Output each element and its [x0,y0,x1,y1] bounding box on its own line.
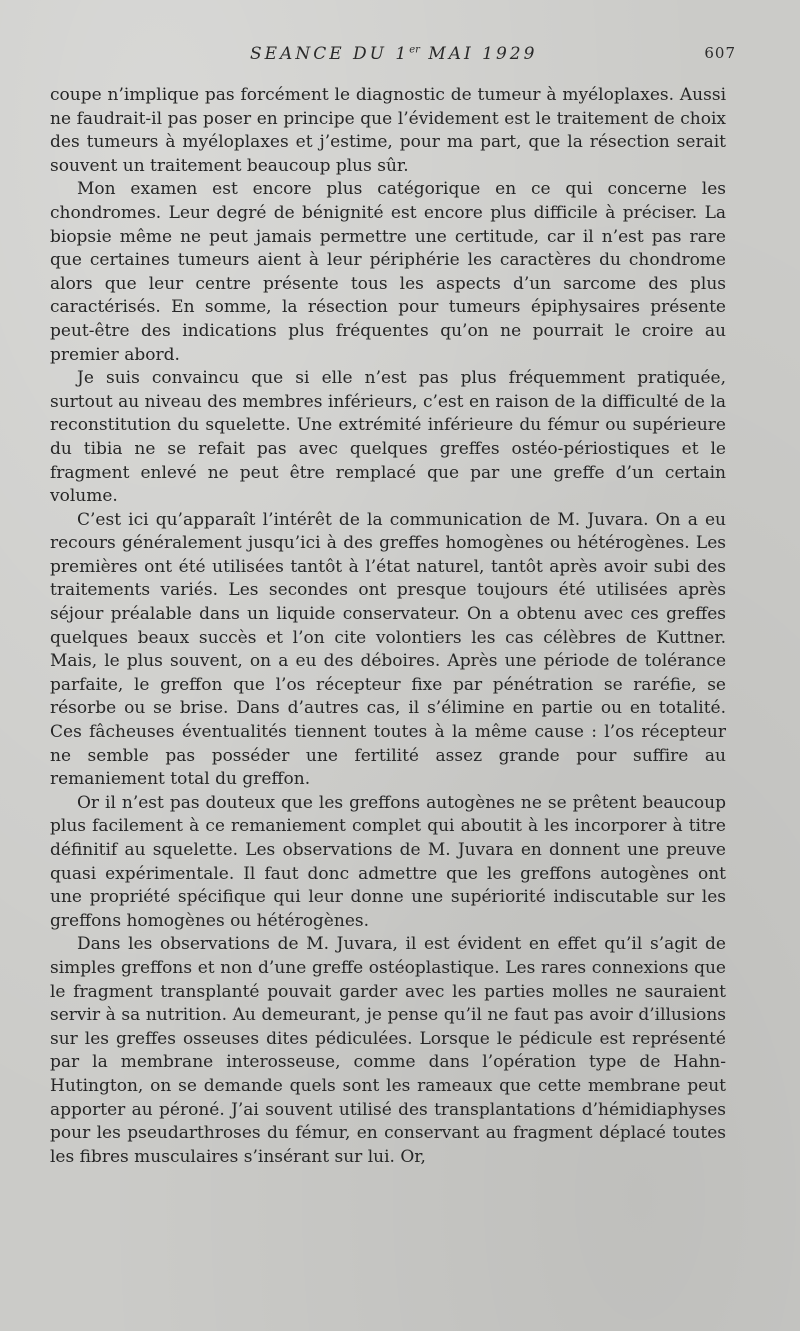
running-header [0,44,800,70]
header-title [250,44,537,64]
body-text [50,84,726,1169]
header-title-date: MAI 1929 [419,44,538,64]
header-title-main: SEANCE DU 1 [250,44,410,64]
paragraph-5: Or il n’est pas douteux que les greffons autogènes ne se prêtent beaucoup plus facilement à ce remaniement complet qui aboutit à les incorporer à titre définitif au squelette. Les observations de M. Juvara en donnent une preuve quasi expérimentale. Il faut donc admettre que les greffons autogènes ont une propriété spécifique qui leur donne une supériorité indiscutable sur les greffons homogènes ou hétérogènes. [50,792,726,931]
paragraph-2: Mon examen est encore plus catégorique en ce qui concerne les chondromes. Leur degré de bénignité est encore plus difficile à préciser. La biopsie même ne peut jamais permettre une certitude, car il n’est pas rare que certaines tumeurs aient à leur périphérie les caractères du chondrome alors que leur centre présente tous les aspects d’un sarcome des plus caractérisés. En somme, la résection pour tumeurs épiphysaires présente peut-être des indications plus fréquentes qu’on ne pourrait le croire au premier abord. [50,179,726,365]
paragraph-6: Dans les observations de M. Juvara, il est évident en effet qu’il s’agit de simples greffons et non d’une greffe ostéoplastique. Les rares connexions que le fragment transplanté pouvait garder avec les parties molles ne sauraient servir à sa nutrition. Au demeurant, je pense qu’il ne faut pas avoir d’illusions sur les greffes osseuses dites pédiculées. Lorsque le pédicule est représenté par la membrane interosseuse, comme dans l’opération type de Hahn-Hutington, on se demande quels sont les rameaux que cette membrane peut apporter au péroné. J’ai souvent utilisé des transplantations d’hémidiaphyses pour les pseudarthroses du fémur, en conservant au fragment déplacé toutes les fibres musculaires s’insérant sur lui. Or, [50,934,726,1167]
header-title-superscript: er [409,44,420,56]
page-number: 607 [704,44,736,62]
paragraph-1: coupe n’implique pas forcément le diagnostic de tumeur à myéloplaxes. Aussi ne faudrait-il pas poser en principe que l’évidement est le traitement de choix des tumeurs à myéloplaxes et j’estime, pour ma part, que la résection serait souvent un traitement beaucoup plus sûr. [50,85,726,176]
paragraph-3: Je suis convaincu que si elle n’est pas plus fréquemment pratiquée, surtout au niveau des membres inférieurs, c’est en raison de la difficulté de la reconstitution du squelette. Une extrémité inférieure du fémur ou supérieure du tibia ne se refait pas avec quelques greffes ostéo-périostiques et le fragment enlevé ne peut être remplacé que par une greffe d’un certain volume. [50,368,726,507]
paragraph-4: C’est ici qu’apparaît l’intérêt de la communication de M. Juvara. On a eu recours généralement jusqu’ici à des greffes homogènes ou hétérogènes. Les premières ont été utilisées tantôt à l’état naturel, tantôt après avoir subi des traitements variés. Les secondes ont presque toujours été utilisées après séjour préalable dans un liquide conservateur. On a obtenu avec ces greffes quelques beaux succès et l’on cite volontiers les cas célèbres de Kuttner. Mais, le plus souvent, on a eu des déboires. Après une période de tolérance parfaite, le greffon que l’os récepteur fixe par pénétration se raréfie, se résorbe ou se brise. Dans d’autres cas, il s’élimine en partie ou en totalité. Ces fâcheuses éventualités tiennent toutes à la même cause : l’os récepteur ne semble pas posséder une fertilité assez grande pour suffire au remaniement total du greffon. [50,509,726,790]
